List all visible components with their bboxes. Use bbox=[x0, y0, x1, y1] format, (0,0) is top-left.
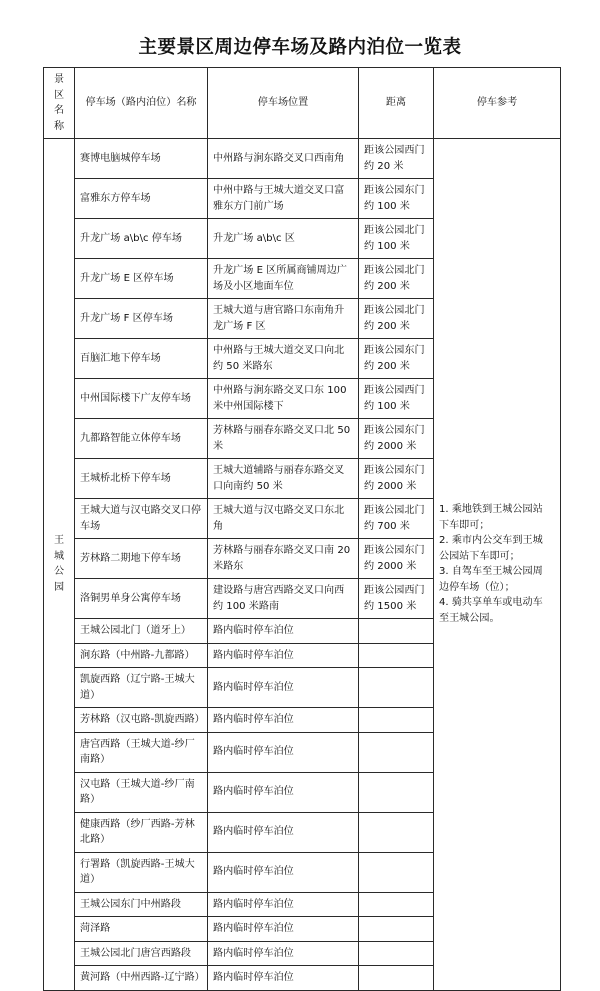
cell-parking-location: 路内临时停车泊位 bbox=[208, 708, 359, 733]
cell-distance bbox=[359, 941, 434, 966]
parking-reference-line: 边停车场（位）； bbox=[439, 581, 515, 593]
cell-distance bbox=[359, 668, 434, 708]
cell-parking-name: 九都路智能立体停车场 bbox=[75, 419, 208, 459]
parking-reference-line: 1. 乘地铁到王城公园站 bbox=[439, 504, 543, 516]
cell-parking-location: 升龙广场 a\b\c 区 bbox=[208, 219, 359, 259]
cell-distance: 距该公园西门约 20 米 bbox=[359, 139, 434, 179]
cell-parking-location: 路内临时停车泊位 bbox=[208, 643, 359, 668]
cell-parking-name: 王城公园北门唐宫西路段 bbox=[75, 941, 208, 966]
scenic-area-label-char: 王 bbox=[53, 535, 65, 547]
cell-distance: 距该公园东门约 2000 米 bbox=[359, 459, 434, 499]
cell-parking-name: 芳林路（汉屯路-凯旋西路） bbox=[75, 708, 208, 733]
page-title: 主要景区周边停车场及路内泊位一览表 bbox=[138, 37, 462, 58]
cell-parking-name: 升龙广场 F 区停车场 bbox=[75, 299, 208, 339]
cell-parking-location: 中州中路与王城大道交叉口富雅东方门前广场 bbox=[208, 179, 359, 219]
cell-parking-name: 王城大道与汉屯路交叉口停车场 bbox=[75, 499, 208, 539]
column-header-parking-reference: 停车参考 bbox=[434, 68, 561, 139]
cell-distance: 距该公园北门约 200 米 bbox=[359, 259, 434, 299]
cell-distance: 距该公园东门约 200 米 bbox=[359, 339, 434, 379]
cell-parking-location: 路内临时停车泊位 bbox=[208, 892, 359, 917]
cell-parking-location: 中州路与王城大道交叉口向北约 50 米路东 bbox=[208, 339, 359, 379]
cell-parking-location: 升龙广场 E 区所属商铺周边广场及小区地面车位 bbox=[208, 259, 359, 299]
cell-parking-name: 百脑汇地下停车场 bbox=[75, 339, 208, 379]
cell-distance: 距该公园东门约 2000 米 bbox=[359, 539, 434, 579]
table-row bbox=[44, 139, 561, 179]
parking-reference-line: 4. 骑共享单车或电动车 bbox=[439, 597, 543, 609]
column-header-distance: 距离 bbox=[359, 68, 434, 139]
cell-parking-name: 王城公园北门（道牙上） bbox=[75, 619, 208, 644]
cell-distance: 距该公园东门约 2000 米 bbox=[359, 419, 434, 459]
cell-parking-name: 升龙广场 a\b\c 停车场 bbox=[75, 219, 208, 259]
cell-parking-location: 路内临时停车泊位 bbox=[208, 917, 359, 942]
cell-distance bbox=[359, 966, 434, 991]
cell-parking-location: 路内临时停车泊位 bbox=[208, 732, 359, 772]
cell-parking-name: 涧东路（中州路-九都路） bbox=[75, 643, 208, 668]
cell-parking-location: 中州路与涧东路交叉口西南角 bbox=[208, 139, 359, 179]
scenic-area-label-char: 城 bbox=[53, 550, 65, 562]
cell-parking-location: 路内临时停车泊位 bbox=[208, 966, 359, 991]
parking-table bbox=[43, 67, 561, 991]
cell-distance bbox=[359, 708, 434, 733]
cell-parking-location: 芳林路与丽春东路交叉口北 50 米 bbox=[208, 419, 359, 459]
cell-parking-location: 路内临时停车泊位 bbox=[208, 852, 359, 892]
cell-parking-name: 唐宫西路（王城大道-纱厂南路） bbox=[75, 732, 208, 772]
cell-parking-name: 王城公园东门中州路段 bbox=[75, 892, 208, 917]
cell-parking-name: 赛博电脑城停车场 bbox=[75, 139, 208, 179]
cell-distance bbox=[359, 812, 434, 852]
cell-distance: 距该公园西门约 100 米 bbox=[359, 379, 434, 419]
cell-parking-name: 升龙广场 E 区停车场 bbox=[75, 259, 208, 299]
parking-reference-line: 公园站下车即可； bbox=[439, 550, 520, 562]
cell-parking-name: 洛铜男单身公寓停车场 bbox=[75, 579, 208, 619]
cell-distance: 距该公园东门约 100 米 bbox=[359, 179, 434, 219]
column-header-parking-name: 停车场（路内泊位）名称 bbox=[75, 68, 208, 139]
cell-distance bbox=[359, 619, 434, 644]
cell-parking-name: 凯旋西路（辽宁路-王城大道） bbox=[75, 668, 208, 708]
cell-parking-name: 行署路（凯旋西路-王城大道） bbox=[75, 852, 208, 892]
cell-parking-name: 黄河路（中州西路-辽宁路） bbox=[75, 966, 208, 991]
cell-parking-location: 路内临时停车泊位 bbox=[208, 668, 359, 708]
cell-distance bbox=[359, 917, 434, 942]
cell-parking-location: 路内临时停车泊位 bbox=[208, 812, 359, 852]
cell-parking-location: 中州路与涧东路交叉口东 100 米中州国际楼下 bbox=[208, 379, 359, 419]
parking-reference-line: 2. 乘市内公交车到王城 bbox=[439, 535, 543, 547]
cell-parking-location: 芳林路与丽春东路交叉口南 20 米路东 bbox=[208, 539, 359, 579]
scenic-area-label bbox=[44, 139, 75, 991]
cell-parking-name: 王城桥北桥下停车场 bbox=[75, 459, 208, 499]
cell-parking-name: 汉屯路（王城大道-纱厂南路） bbox=[75, 772, 208, 812]
table-header-row bbox=[44, 68, 561, 139]
scenic-area-label-char: 公 bbox=[53, 566, 65, 578]
cell-distance: 距该公园北门约 700 米 bbox=[359, 499, 434, 539]
table-header bbox=[44, 68, 561, 139]
cell-distance bbox=[359, 852, 434, 892]
table-body bbox=[44, 139, 561, 991]
cell-parking-location: 路内临时停车泊位 bbox=[208, 772, 359, 812]
parking-reference-line: 3. 自驾车至王城公园周 bbox=[439, 566, 543, 578]
cell-parking-name: 健康西路（纱厂西路-芳林北路） bbox=[75, 812, 208, 852]
column-header-parking-location: 停车场位置 bbox=[208, 68, 359, 139]
cell-distance: 距该公园西门约 1500 米 bbox=[359, 579, 434, 619]
cell-parking-name: 富雅东方停车场 bbox=[75, 179, 208, 219]
cell-parking-reference bbox=[434, 139, 561, 991]
parking-reference-line: 至王城公园。 bbox=[439, 612, 500, 624]
cell-parking-location: 建设路与唐宫西路交叉口向西约 100 米路南 bbox=[208, 579, 359, 619]
cell-parking-location: 王城大道与唐官路口东南角升龙广场 F 区 bbox=[208, 299, 359, 339]
cell-parking-location: 路内临时停车泊位 bbox=[208, 941, 359, 966]
cell-distance bbox=[359, 732, 434, 772]
cell-parking-location: 王城大道辅路与丽春东路交叉口向南约 50 米 bbox=[208, 459, 359, 499]
cell-parking-name: 中州国际楼下广友停车场 bbox=[75, 379, 208, 419]
parking-reference-line: 下车即可； bbox=[439, 519, 490, 531]
cell-distance: 距该公园北门约 100 米 bbox=[359, 219, 434, 259]
cell-distance bbox=[359, 643, 434, 668]
cell-distance bbox=[359, 772, 434, 812]
column-header-scenic-name: 景区名称 bbox=[44, 68, 75, 139]
cell-parking-name: 芳林路二期地下停车场 bbox=[75, 539, 208, 579]
scenic-area-label-char: 园 bbox=[53, 581, 65, 593]
cell-parking-location: 路内临时停车泊位 bbox=[208, 619, 359, 644]
cell-parking-name: 菏泽路 bbox=[75, 917, 208, 942]
parking-table-container bbox=[43, 67, 560, 991]
cell-parking-location: 王城大道与汉屯路交叉口东北角 bbox=[208, 499, 359, 539]
cell-distance bbox=[359, 892, 434, 917]
cell-distance: 距该公园北门约 200 米 bbox=[359, 299, 434, 339]
